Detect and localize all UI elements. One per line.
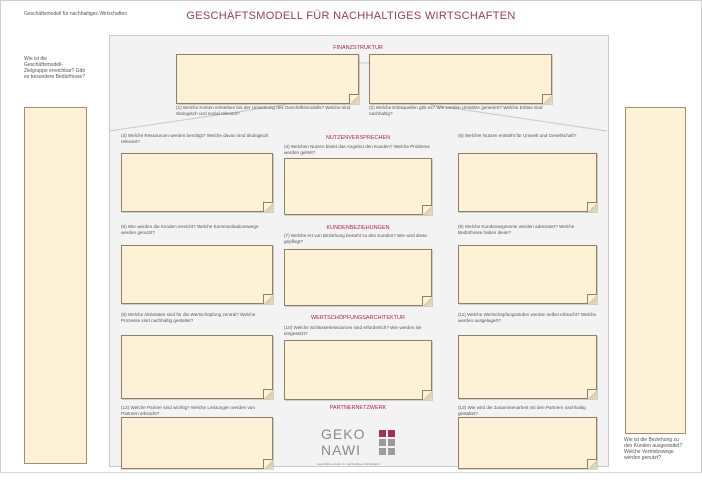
logo-line1: GEKO	[321, 426, 366, 442]
left-answer-box[interactable]	[24, 107, 87, 464]
note-r1-left[interactable]	[121, 153, 273, 212]
page-title: GESCHÄFTSMODELL FÜR NACHHALTIGES WIRTSCHAFTEN	[186, 10, 516, 22]
question-r4-left: (12) Welche Partner sind wichtig? Welche Leistungen werden von Partnern erbracht?	[121, 405, 255, 416]
note-r1-right[interactable]	[458, 153, 597, 212]
gekonawi-logo	[317, 424, 407, 468]
question-r1-center: (4) Welchen Nutzen bietet das Angebot den Kunden? Welche Probleme werden gelöst?	[284, 144, 430, 155]
section-title-finance: FINANZSTRUKTUR	[333, 45, 383, 51]
logo-line2: NAWI	[321, 442, 362, 458]
note-r3-left[interactable]	[121, 335, 273, 399]
logo-square-red-2	[388, 430, 395, 437]
logo-square-gray-2	[388, 439, 395, 446]
logo-square-gray-3	[379, 448, 386, 455]
note-costs[interactable]	[176, 54, 359, 104]
note-r1-center[interactable]	[284, 158, 432, 215]
note-r4-right[interactable]	[458, 417, 597, 469]
note-revenues[interactable]	[369, 54, 552, 104]
section-title-value: NUTZENVERSPRECHEN	[325, 135, 391, 141]
note-r2-right[interactable]	[458, 245, 597, 304]
question-costs: (1) Welche Kosten entstehen bei der Umsetzung des Geschäftsmodells? Welche sind ökologisch und sozial relevant?	[176, 105, 351, 116]
question-r1-left: (3) Welche Ressourcen werden benötigt? Welche davon sind ökologisch relevant?	[121, 133, 269, 144]
logo-square-gray	[379, 439, 386, 446]
logo-square-gray-4	[388, 448, 395, 455]
note-r4-left[interactable]	[121, 417, 273, 469]
logo-caption: Geschäftsmodelle für nachhaltiges Wirtschaften	[317, 462, 381, 466]
question-r1-right: (5) Welcher Nutzen entsteht für Umwelt und Gesellschaft?	[458, 133, 577, 138]
left-question: Wie ist die Geschäftsmodell-Zielgruppe erreichbar? Gibt es besondere Bedürfnisse?	[24, 56, 85, 80]
page-bottom-strip	[0, 472, 702, 487]
question-r2-left: (6) Wie werden die Kunden erreicht? Welche Kommunikationswege werden genutzt?	[121, 224, 259, 235]
question-r2-right: (8) Welche Kundensegmente werden adressiert? Welche Bedürfnisse haben diese?	[458, 224, 575, 235]
note-r3-center[interactable]	[284, 340, 432, 400]
section-title-value-chain: WERTSCHÖPFUNGSARCHITEKTUR	[310, 315, 405, 321]
note-r2-left[interactable]	[121, 245, 273, 304]
note-r2-center[interactable]	[284, 249, 432, 306]
question-r2-center: (7) Welche Art von Beziehung besteht zu den Kunden? Wie wird diese gepflegt?	[284, 233, 427, 244]
question-revenues: (2) Welche Erlösquellen gibt es? Wie werden Umsätze generiert? Welche Erlöse sind nachhaltig?	[369, 105, 543, 116]
right-answer-box[interactable]	[625, 107, 686, 434]
logo-square-red	[379, 430, 386, 437]
note-r3-right[interactable]	[458, 335, 597, 399]
question-r4-right: (13) Wie wird die Zusammenarbeit mit den Partnern nachhaltig gestaltet?	[458, 405, 586, 416]
question-r3-center: (10) Welche Schlüsselressourcen sind erforderlich? Wie werden sie eingesetzt?	[284, 325, 422, 336]
header-small-text: Geschäftsmodell für nachhaltiges Wirtschaften	[24, 11, 128, 17]
question-r3-right: (11) Welche Wertschöpfungsstufen werden selbst erbracht? Welche werden ausgelagert?	[458, 312, 597, 323]
question-r3-left: (9) Welche Aktivitäten sind für die Wertschöpfung zentral? Welche Prozesse sind nachhaltig gestaltet?	[121, 312, 256, 323]
right-question: Wie ist die Beziehung zu den Kunden ausgestaltet? Welche Vertriebswege werden genutzt?	[624, 437, 683, 461]
section-title-partners: PARTNERNETZWERK	[329, 405, 387, 411]
section-title-customers: KUNDENBEZIEHUNGEN	[326, 225, 390, 231]
